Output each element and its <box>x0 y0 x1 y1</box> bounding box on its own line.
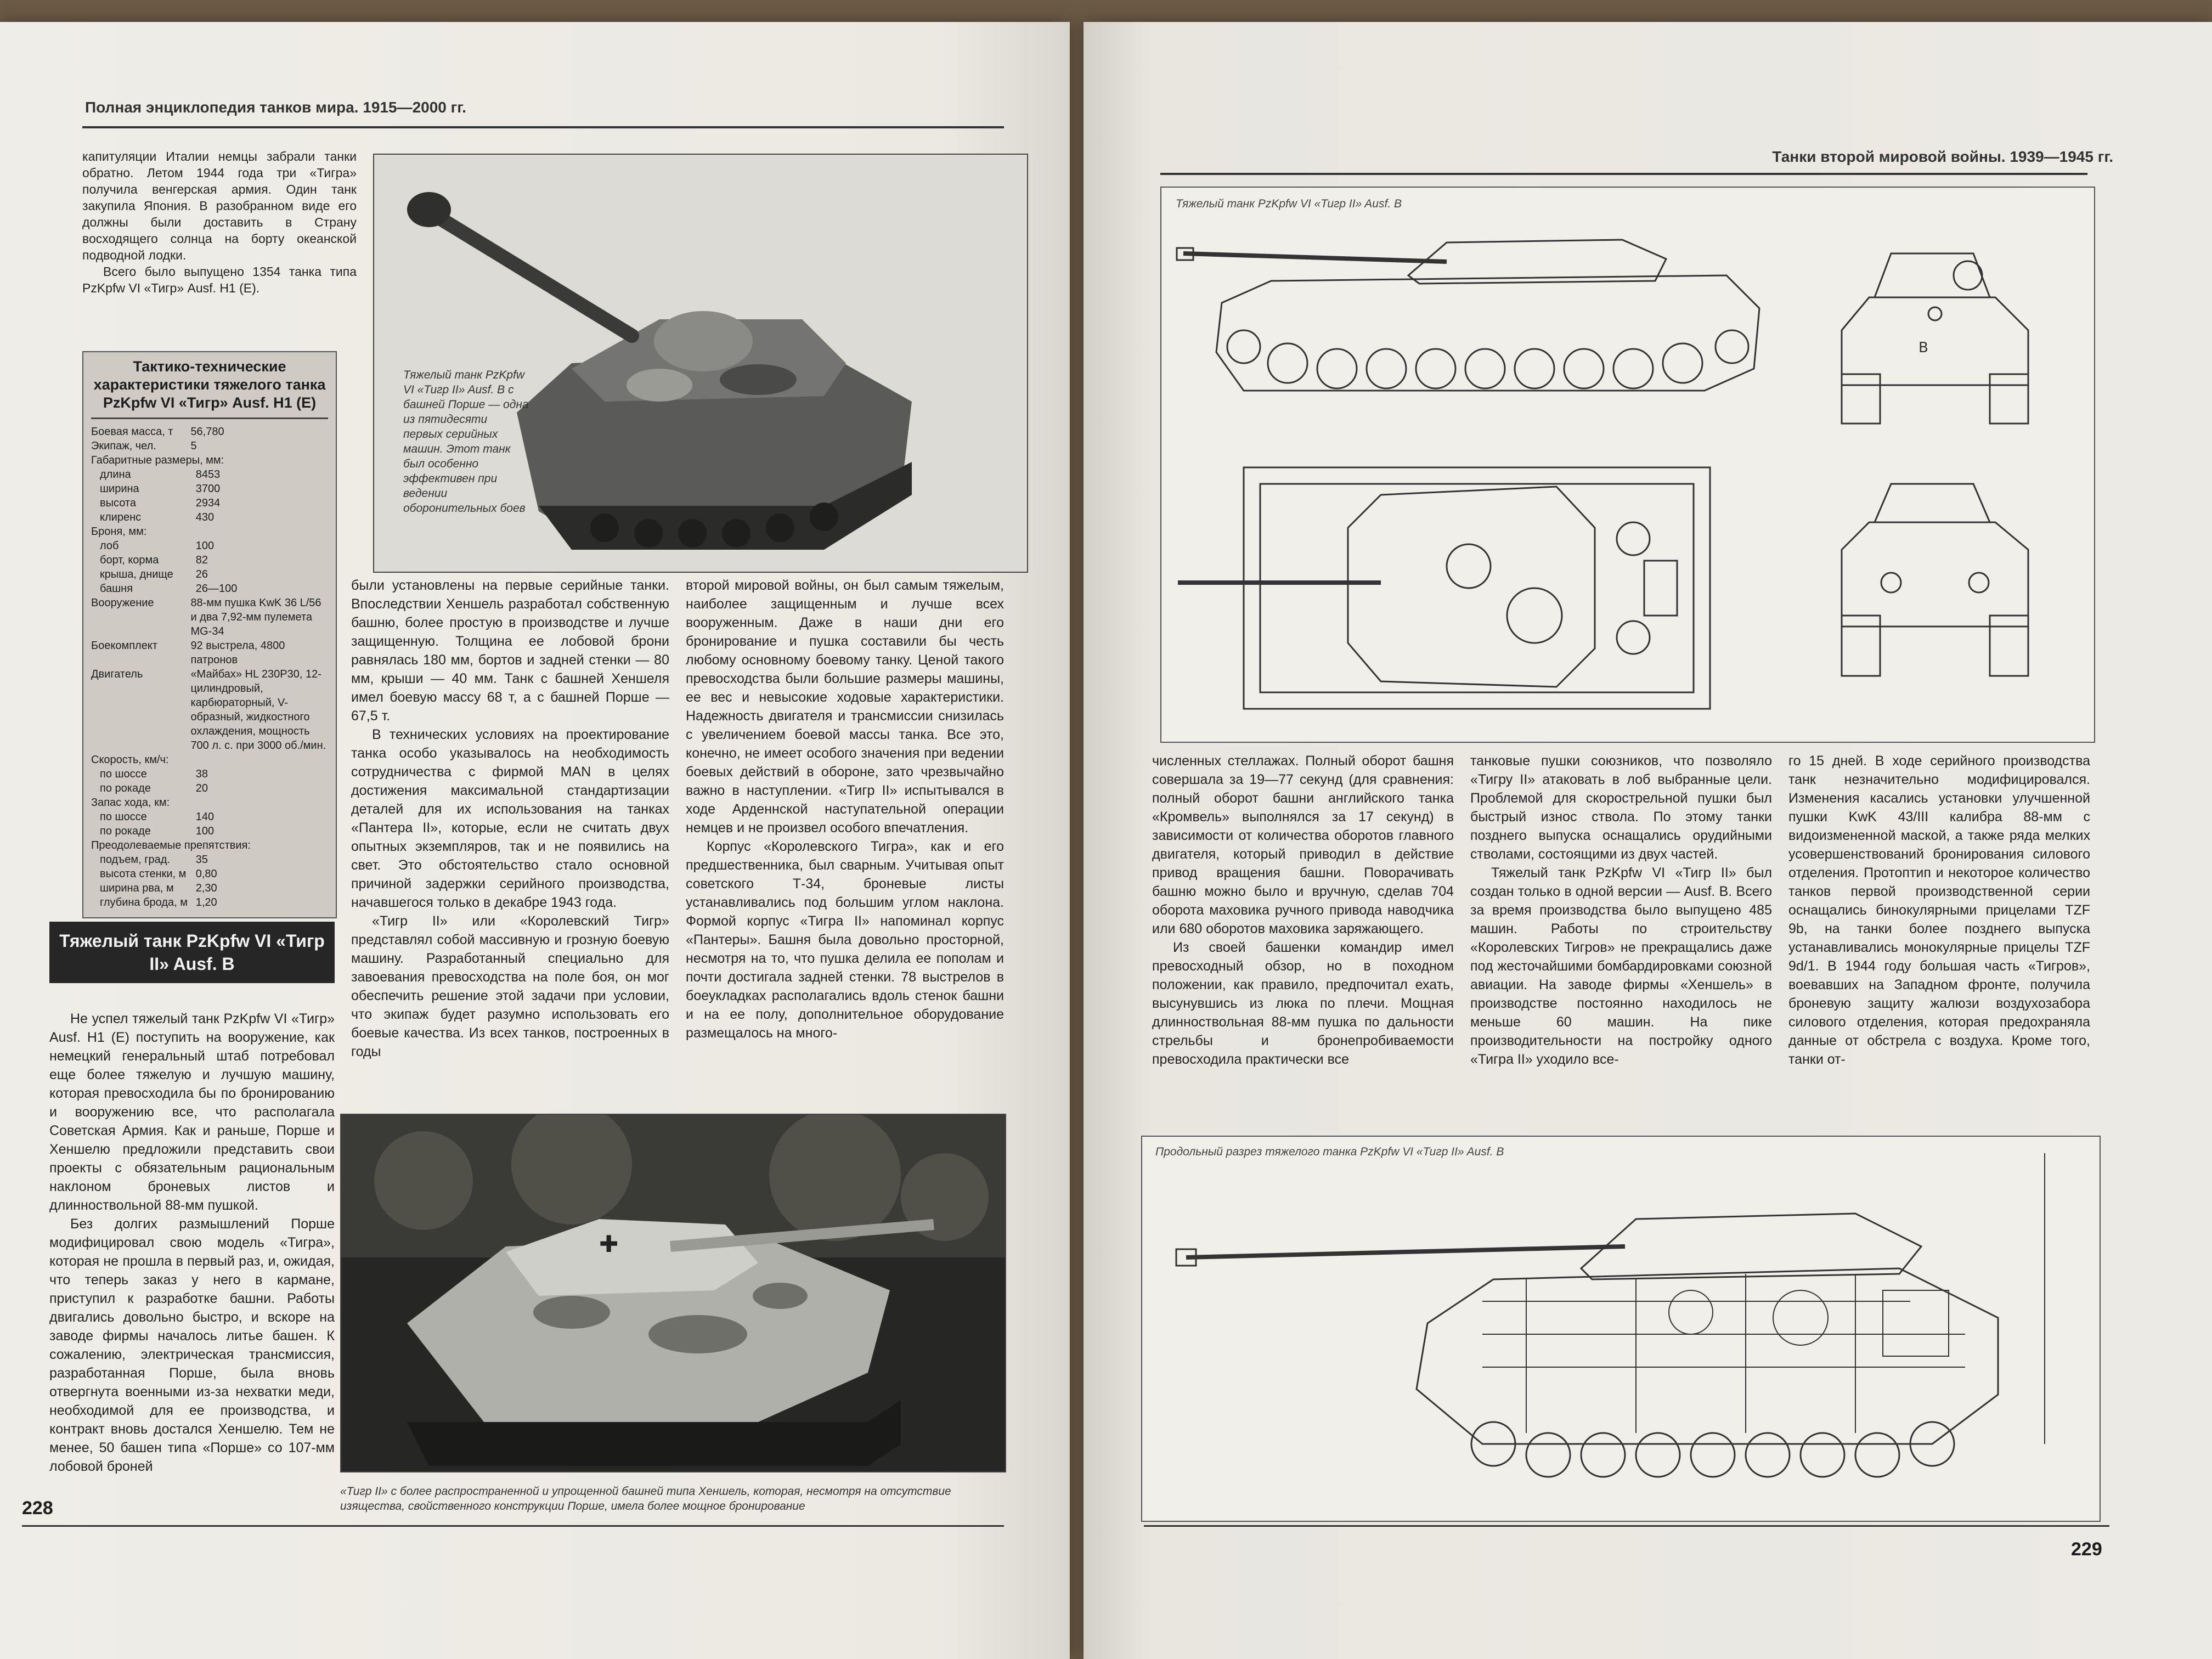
footer-rule-right <box>1144 1525 2109 1527</box>
top-view-drawing <box>1178 467 1710 709</box>
right-col2-paragraph-1: танковые пушки союзников, что позволяло «Тигру II» атаковать в лоб выбранные цели. Проблемой для скорострельной пушки был быстрый износ ствола. По этому танки позднего выпуска оснащались орудийными стволами, состоящими из двух частей. <box>1470 753 1772 862</box>
spec-rows <box>83 425 336 910</box>
right-text-column-2 <box>1470 752 1772 1069</box>
right-col1-paragraph-1: численных стеллажах. Полный оборот башня совершала за 19—77 секунд (для сравнения: полный оборот башни английского танка «Кромвель» выполнялся за 17 секунд) в зависимости от количества оборотов главного двигателя, который приводил в действие привод вращения башни. Поворачивать башню можно было и вручную, сделав 704 оборота маховика ручного привода наводчика или 680 оборотов маховика заряжающего. <box>1152 753 1454 936</box>
spec-row: высота стенки, м 0,80 <box>100 868 217 880</box>
spec-row: длина 8453 <box>100 469 221 481</box>
spec-row: Двигатель «Майбах» HL 230P30, 12-цилиндровый, карбюраторный, V-образный, жидкостного охлаждения, мощность 700 л. с. при 3000 об./мин. <box>91 668 326 752</box>
cutaway-label: Продольный разрез тяжелого танка PzKpfw VI «Тигр II» Ausf. B <box>1155 1146 1504 1158</box>
spec-row: борт, корма 82 <box>100 554 208 566</box>
spec-row: Скорость, км/ч: <box>91 754 169 766</box>
spec-row: Боевая масса, т 56,780 <box>91 426 224 438</box>
right-text-column-3 <box>1788 752 2090 1069</box>
spec-row: Преодолеваемые препятствия: <box>91 839 251 851</box>
intro-paragraph-2: Всего было выпущено 1354 танка типа PzKpfw VI «Тигр» Ausf. H1 (E). <box>82 264 357 295</box>
right-col2-paragraph-2: Тяжелый танк PzKpfw VI «Тигр II» был создан только в одной версии — Ausf. B. Всего за время производства было выпущено 485 машин. Работы по строительству «Королевских Тигров» не прекращались даже под жесточайшими бомбардировками союзной авиации. На заводе фирмы «Хеншель» в производстве постоянно находилось не меньше 60 машин. На пике производительности на постройку одного «Тигра II» уходило все- <box>1470 865 1772 1067</box>
henschel-photo-graphic <box>341 1115 1005 1471</box>
right-text-column-1 <box>1152 752 1454 1069</box>
side-view-drawing <box>1177 240 1759 391</box>
spec-row: ширина рва, м 2,30 <box>100 882 217 894</box>
spec-row: Броня, мм: <box>91 526 147 538</box>
spec-row: по шоссе 38 <box>100 768 208 780</box>
spec-row: Боекомплект 92 выстрела, 4800 патронов <box>91 640 285 666</box>
spec-row: крыша, днище 26 <box>100 568 208 580</box>
text-column-2 <box>351 576 669 1061</box>
tank-blueprint-frame <box>1160 187 2095 743</box>
spec-row: клиренс 430 <box>100 511 215 523</box>
spec-row: подъем, град. 35 <box>100 854 208 866</box>
spec-row: Запас хода, км: <box>91 797 170 809</box>
footer-rule-left <box>22 1525 1004 1527</box>
balkenkreuz-mark: ✚ <box>599 1231 619 1257</box>
text-column-1 <box>49 1009 335 1476</box>
tank-photo-caption: Тяжелый танк PzKpfw VI «Тигр II» Ausf. B с башней Порше — одна из пятидесяти первых серийных машин. Этот танк был особенно эффективен при ведении оборонительных боев <box>403 369 529 515</box>
intro-column <box>82 148 357 296</box>
col3-paragraph-1: второй мировой войны, он был самым тяжелым, наиболее защищенным и лучше всех вооруженным. Даже в наши дни его бронирование и пушка составили бы честь любому основному боевому танку. Ценой такого превосходства были большие размеры машины, ее вес и невысокие ходовые характеристики. Надежность двигателя и трансмиссии снизилась с увеличением боевой массы танка. Все это, конечно, не имеет особого значения при ведении боевых действий в обороне, зато чрезвычайно важно в наступлении. «Тигр II» испытывался в ходе Арденнской наступательной операции немцев и не произвел особого впечатления. <box>686 578 1004 836</box>
spec-row: ширина 3700 <box>100 483 221 495</box>
col2-paragraph-1: были установлены на первые серийные танки. Впоследствии Хеншель разработал собственную башню, более простую в производстве и лучше защищенную. Толщина ее лобовой брони равнялась 180 мм, бортов и задней стенки — 80 мм, крыши — 40 мм. Танк с башней Хеншеля имел боевую массу 68 т, а с башней Порше — 67,5 т. <box>351 578 669 724</box>
turret-marking: B <box>1918 340 1928 356</box>
right-col3-paragraph-1: го 15 дней. В ходе серийного производства танк незначительно модифицировался. Изменения касались установки улучшенной пушки KwK 43/III калибра 88-мм с видоизмененной маской, а также ряда мелких усовершенствований бронирования силового отделения. Протоптип и некоторое количество танков первой производственной серии оснащались бинокулярными прицелами TZF 9b, на танки более позднего выпуска устанавливались монокулярные прицелы TZF 9d/1. В 1944 году большая часть «Тигров», воевавших на Западном фронте, получила броневую защиту жалюзи воздухозабора силового отделения, которая предохраняла данные от обстрела с воздуха. Кроме того, танки от- <box>1788 753 2090 1067</box>
tank-photo-henschel-turret <box>340 1114 1006 1472</box>
spec-table <box>82 351 337 918</box>
spec-row: Экипаж, чел. 5 <box>91 440 197 452</box>
spec-row: башня 26—100 <box>100 583 238 595</box>
col3-paragraph-2: Корпус «Королевского Тигра», как и его предшественника, был сварным. Учитывая опыт советского Т-34, броневые листы устанавливались под большим углом наклона. Формой корпус «Тигра II» напоминал корпус «Пантеры». Башня была довольно просторной, несмотря на то, что пушка делила ее пополам и почти достигала задней стенки. 78 выстрелов в боеукладках располагались вдоль стенок башни и на ее полу, дополнительное оборудование размещалось на много- <box>686 839 1004 1041</box>
section-heading: Тяжелый танк PzKpfw VI «Тигр II» Ausf. B <box>49 922 335 983</box>
front-view-drawing <box>1842 253 2028 424</box>
header-rule-left <box>82 126 1004 128</box>
spec-row: по шоссе 140 <box>100 811 215 823</box>
intro-paragraph: капитуляции Италии немцы забрали танки обратно. Летом 1944 года три «Тигра» получила венгерская армия. Один танк закупила Япония. В разобранном виде его должны были доставить в Страну восходящего солнца на борту океанской подводной лодки. <box>82 149 357 262</box>
bottom-photo-caption: «Тигр II» с более распространенной и упрощенной башней типа Хеншель, которая, несмотря на отсутствие изящества, свойственного конструкции Порше, имела более мощное бронирование <box>340 1485 951 1513</box>
spec-row: Габаритные размеры, мм: <box>91 454 224 466</box>
right-page <box>1084 22 2212 1659</box>
page-number-left: 228 <box>22 1498 53 1519</box>
tank-blueprint <box>1161 188 2094 742</box>
tank-cutaway-frame <box>1141 1136 2101 1522</box>
header-rule-right <box>1160 173 2087 175</box>
spec-row: глубина брода, м 1,20 <box>100 896 217 909</box>
spec-row: по рокаде 100 <box>100 825 215 837</box>
col2-paragraph-2: В технических условиях на проектирование танка особо указывалось на необходимость сотрудничества с фирмой MAN в целях достижения максимальной стандартизации деталей для их использования на танках «Пантера II», которые, если не считать двух опытных экземпляров, так и не появились на свет. Это обстоятельство стало основной причиной задержки серийного производства, начавшегося только в декабре 1943 года. <box>351 727 669 910</box>
right-col1-paragraph-2: Из своей башенки командир имел превосходный обзор, но в походном положении, как правило, предпочитал ехать, высунувшись из люка по плечи. Мощная длинноствольная 88-мм пушка по дальности стрельбы и бронепробиваемости превосходила практически все <box>1152 940 1454 1067</box>
spec-row: Вооружение 88-мм пушка KwK 36 L/56 и два 7,92-мм пулемета MG-34 <box>91 597 321 637</box>
blueprint-label: Тяжелый танк PzKpfw VI «Тигр II» Ausf. B <box>1176 198 1402 210</box>
spec-table-title: Тактико-технические характеристики тяжелого танка PzKpfw VI «Тигр» Ausf. H1 (E) <box>93 358 326 411</box>
text-column-3 <box>686 576 1004 1042</box>
running-head-right: Танки второй мировой войны. 1939—1945 гг. <box>1772 148 2113 165</box>
rear-view-drawing <box>1842 484 2028 676</box>
col1-paragraph-2: Без долгих размышлений Порше модифицировал свою модель «Тигра», которая не прошла в первый раз, и, ожидая, что теперь заказ у него в кармане, приступил к разработке башни. Работы двигались довольно быстро, и вскоре на заводе фирмы началось литье башен. К сожалению, электрическая трансмиссия, разработанная Порше, была вновь отвергнута военными из-за нехватки меди, необходимой для ее производства, и контракт вновь достался Хеншелю. Тем не менее, 50 башен типа «Порше» со 107-мм лобовой броней <box>49 1216 335 1474</box>
spec-row: по рокаде 20 <box>100 782 208 794</box>
spec-row: высота 2934 <box>100 497 221 509</box>
col2-paragraph-3: «Тигр II» или «Королевский Тигр» представлял собой массивную и грозную боевую машину. Разработанный специально для завоевания превосходства на поле боя, он мог обеспечить решение этой задачи при условии, что экипаж будет разумно использовать его боевые качества. Из всех танков, построенных в годы <box>351 913 669 1059</box>
spec-row: лоб 100 <box>100 540 215 552</box>
col1-paragraph-1: Не успел тяжелый танк PzKpfw VI «Тигр» Ausf. H1 (E) поступить на вооружение, как немецкий генеральный штаб потребовал еще более тяжелую и лучшую машину, которая превосходила бы по бронированию и вооружению все, что располагала Советская Армия. Как и раньше, Порше и Хеншелю предложили представить свои проекты с обязательным рациональным наклоном броневых листов и длинноствольной 88-мм пушкой. <box>49 1011 335 1213</box>
page-number-right: 229 <box>2071 1539 2102 1560</box>
running-head-left: Полная энциклопедия танков мира. 1915—2000 гг. <box>85 99 466 116</box>
tank-cutaway-drawing <box>1142 1137 2100 1521</box>
spec-title-rule <box>91 417 328 419</box>
left-page <box>0 22 1070 1659</box>
